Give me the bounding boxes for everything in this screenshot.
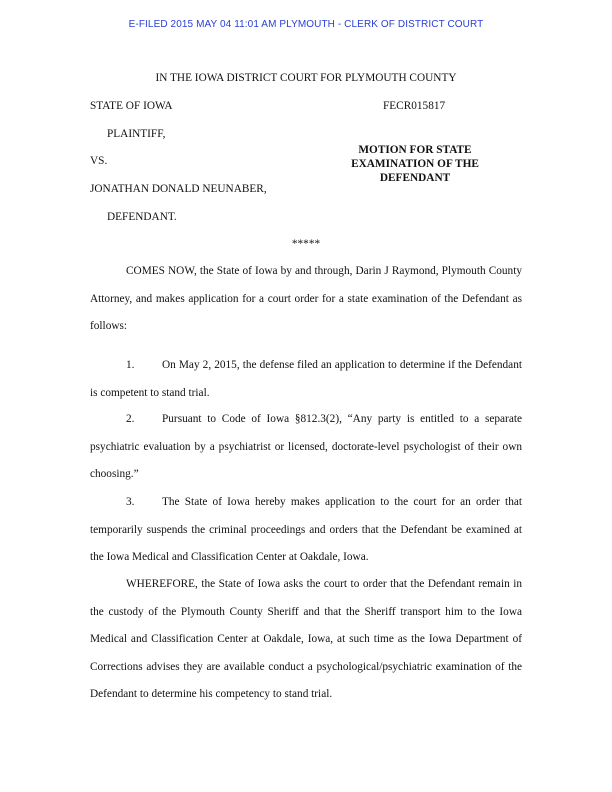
numbered-paragraph-1 [90, 352, 522, 407]
plaintiff-party-name: STATE OF IOWA [90, 100, 173, 112]
numbered-paragraph-2 [90, 406, 522, 489]
numbered-paragraph-3 [90, 489, 522, 572]
court-heading: IN THE IOWA DISTRICT COURT FOR PLYMOUTH COUNTY [155, 72, 457, 84]
paragraph-number: 3. [126, 496, 135, 508]
intro-paragraph: COMES NOW, the State of Iowa by and through, Darin J Raymond, Plymouth County Attorney, and makes application for a court order for a state examination of the Defendant as follows: [90, 265, 522, 333]
paragraph-text: Pursuant to Code of Iowa §812.3(2), “Any party is entitled to a separate psychiatric evaluation by a psychiatrist or licensed, doctorate-level psychologist of their own choosing.” [90, 413, 522, 481]
defendant-label: DEFENDANT. [107, 211, 177, 223]
motion-title-line-1: MOTION FOR STATE [358, 144, 472, 156]
section-separator: ***** [291, 238, 321, 250]
motion-title-line-3: DEFENDANT [379, 172, 451, 184]
paragraph-number: 1. [126, 359, 135, 371]
case-number: FECR015817 [383, 100, 446, 112]
paragraph-text: The State of Iowa hereby makes application to the court for an order that temporarily suspends the criminal proceedings and orders that the Defendant be examined at the Iowa Medical and Classification Center at Oakdale, Iowa. [90, 496, 522, 564]
plaintiff-label: PLAINTIFF, [107, 128, 166, 140]
defendant-name: JONATHAN DONALD NEUNABER, [90, 183, 267, 195]
wherefore-paragraph: WHEREFORE, the State of Iowa asks the court to order that the Defendant remain in the custody of the Plymouth County Sheriff and that the Sheriff transport him to the Iowa Medical and Classification Center at Oakdale, Iowa, at such time as the Iowa Department of Corrections advises they are available conduct a psychological/psychiatric examination of the Defendant to determine his competency to stand trial. [90, 578, 522, 701]
efiled-stamp: E-FILED 2015 MAY 04 11:01 AM PLYMOUTH - CLERK OF DISTRICT COURT [128, 19, 484, 30]
versus-label: VS. [90, 155, 108, 167]
paragraph-number: 2. [126, 413, 135, 425]
paragraph-text: On May 2, 2015, the defense filed an application to determine if the Defendant is competent to stand trial. [90, 359, 522, 399]
motion-title-line-2: EXAMINATION OF THE [351, 158, 479, 170]
motion-title [340, 143, 490, 185]
